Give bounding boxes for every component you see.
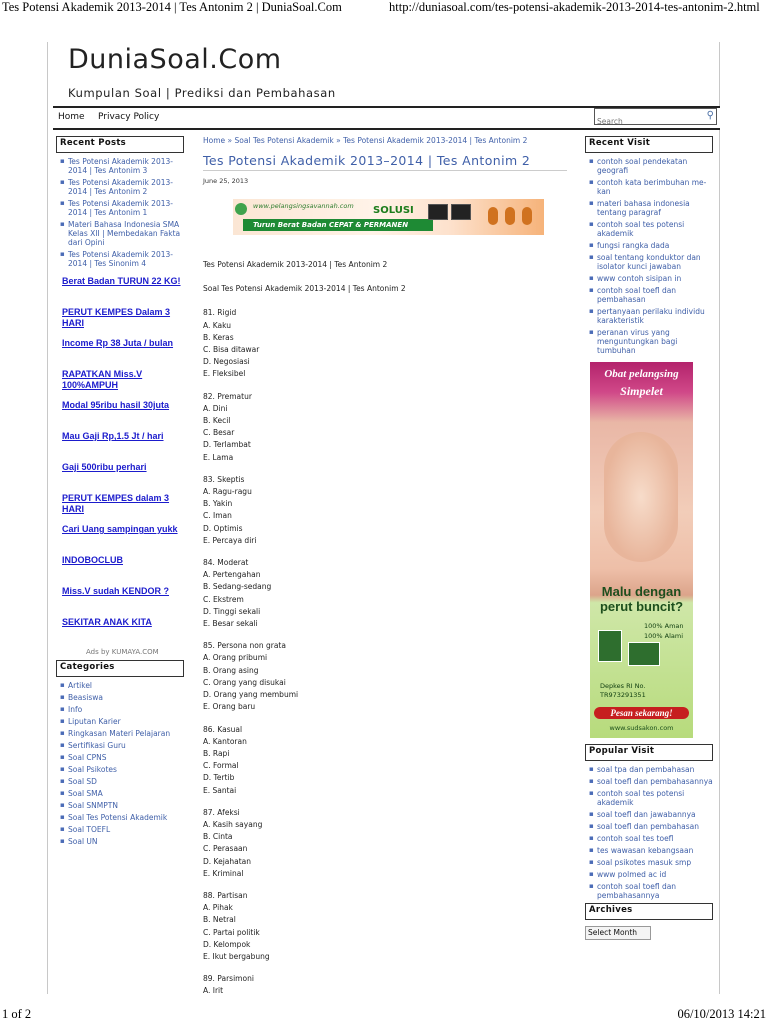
question-block: [203, 557, 567, 630]
list-item: [585, 882, 713, 900]
recent-visit-link[interactable]: www contoh sisipan in: [597, 274, 682, 283]
list-item: [56, 777, 184, 786]
recent-post-link[interactable]: Tes Potensi Akademik 2013-2014 | Tes Sinonim 4: [68, 250, 173, 268]
category-link[interactable]: Soal Tes Potensi Akademik: [68, 813, 168, 822]
list-item: [56, 717, 184, 726]
recent-posts-title: Recent Posts: [56, 136, 184, 153]
product-pack-icon: [628, 642, 660, 666]
search-input[interactable]: [595, 114, 703, 129]
answer-option: B. Cinta: [203, 832, 233, 842]
product-box-icon: [451, 204, 471, 220]
list-item: [585, 858, 713, 867]
list-item: [56, 837, 184, 846]
capsule-icon: [505, 207, 515, 225]
belly-photo: [604, 432, 678, 562]
category-link[interactable]: Beasiswa: [68, 693, 103, 702]
popular-visit-link[interactable]: soal tpa dan pembahasan: [597, 765, 695, 774]
ad-link[interactable]: PERUT KEMPES Dalam 3 HARI: [62, 307, 171, 328]
breadcrumb-current[interactable]: Tes Potensi Akademik 2013-2014 | Tes Antonim 2: [343, 136, 528, 145]
banner-url: www.pelangsingsavannah.com: [253, 202, 354, 210]
answer-option: D. Tertib: [203, 773, 235, 783]
question-text: 87. Afeksi: [203, 807, 240, 817]
question-block: [203, 391, 567, 464]
nav-privacy-policy[interactable]: Privacy Policy: [98, 112, 160, 122]
list-item: [585, 822, 713, 831]
capsule-icon: [522, 207, 532, 225]
list-item: [56, 199, 184, 217]
ads-by-label[interactable]: Ads by KUMAYA.COM: [86, 648, 159, 656]
page-frame-left: [47, 42, 48, 994]
list-item: [585, 328, 713, 355]
list-item: [585, 199, 713, 217]
banner-tagline: Turun Berat Badan CEPAT & PERMANEN: [243, 219, 433, 231]
ad-site: www.sudsakon.com: [609, 724, 674, 732]
search-box: [594, 108, 717, 125]
answer-option: D. Terlambat: [203, 440, 251, 450]
post-title[interactable]: Tes Potensi Akademik 2013–2014 | Tes Antonim 2: [203, 153, 567, 171]
ad-depkes: Depkes RI No. TR973291351: [600, 682, 646, 699]
answer-option: B. Sedang-sedang: [203, 582, 272, 592]
category-link[interactable]: Soal SD: [68, 777, 97, 786]
breadcrumb-home[interactable]: Home: [203, 136, 226, 145]
recent-post-link[interactable]: Tes Potensi Akademik 2013-2014 | Tes Antonim 1: [68, 199, 173, 217]
answer-option: E. Fleksibel: [203, 369, 246, 379]
list-item: [585, 810, 713, 819]
popular-visit-link[interactable]: contoh soal tes toefl: [597, 834, 674, 843]
popular-visit-link[interactable]: contoh soal tes potensi akademik: [597, 789, 685, 807]
print-datetime: 06/10/2013 14:21: [677, 1007, 766, 1021]
print-url: http://duniasoal.com/tes-potensi-akademik-2013-2014-tes-antonim-2.html: [389, 0, 760, 14]
leaf-logo-icon: [235, 203, 247, 215]
print-header: [0, 0, 768, 18]
list-item: [56, 178, 184, 196]
list-item: [56, 825, 184, 834]
answer-option: A. Ragu-ragu: [203, 487, 252, 497]
post-date: June 25, 2013: [203, 177, 249, 185]
answer-option: D. Negosiasi: [203, 357, 250, 367]
popular-visit-list: [585, 765, 713, 900]
list-item: [56, 220, 184, 247]
list-item: [585, 789, 713, 807]
recent-visit-link[interactable]: contoh soal toefl dan pembahasan: [597, 286, 677, 304]
question-text: 88. Partisan: [203, 890, 248, 900]
ad-link[interactable]: RAPATKAN Miss.V 100%AMPUH: [62, 369, 143, 390]
popular-visit-link[interactable]: soal toefl dan pembahasannya: [597, 777, 713, 786]
list-item: [585, 286, 713, 304]
answer-option: B. Kecil: [203, 416, 231, 426]
list-item: [56, 157, 184, 175]
answer-option: B. Yakin: [203, 499, 233, 509]
banner-solusi: SOLUSI: [373, 205, 414, 216]
answer-option: D. Kejahatan: [203, 856, 252, 866]
recent-visit-link[interactable]: contoh soal tes potensi akademik: [597, 220, 685, 238]
question-block: [203, 724, 567, 797]
answer-option: A. Kaku: [203, 320, 232, 330]
product-box-icon: [428, 204, 448, 220]
answer-option: C. Besar: [203, 428, 235, 438]
answer-option: D. Kelompok: [203, 939, 251, 949]
recent-visit-title: Recent Visit: [585, 136, 713, 153]
recent-visit-link[interactable]: peranan virus yang menguntungkan bagi tumbuhan: [597, 328, 678, 355]
recent-post-link[interactable]: Tes Potensi Akademik 2013-2014 | Tes Antonim 2: [68, 178, 173, 196]
list-item: [585, 178, 713, 196]
list-item: [585, 870, 713, 879]
slimming-ad[interactable]: [590, 362, 693, 738]
answer-option: C. Partai politik: [203, 927, 260, 937]
list-item: [56, 741, 184, 750]
category-link[interactable]: Soal UN: [68, 837, 98, 846]
post-body: [203, 259, 567, 998]
magnifier-icon[interactable]: ⚲: [706, 110, 714, 121]
answer-option: B. Orang asing: [203, 665, 259, 675]
nav-home[interactable]: Home: [58, 112, 85, 122]
question-text: 83. Skeptis: [203, 474, 245, 484]
popular-visit-link[interactable]: soal psikotes masuk smp: [597, 858, 692, 867]
breadcrumb-category[interactable]: Soal Tes Potensi Akademik: [234, 136, 334, 145]
category-link[interactable]: Soal Psikotes: [68, 765, 117, 774]
ad-headline: Malu dengan perut buncit?: [599, 584, 684, 614]
answer-option: A. Kantoran: [203, 736, 247, 746]
answer-option: E. Besar sekali: [203, 619, 258, 629]
question-block: [203, 307, 567, 380]
category-link[interactable]: Soal SMA: [68, 789, 103, 798]
ad-link[interactable]: Miss.V sudah KENDOR ?: [62, 586, 170, 596]
breadcrumb-separator: »: [227, 136, 233, 145]
list-item: [585, 157, 713, 175]
recent-visit-list: [585, 157, 713, 355]
list-item: [585, 220, 713, 238]
category-link[interactable]: Info: [68, 705, 83, 714]
ad-link[interactable]: INDOBOCLUB: [62, 555, 123, 565]
recent-visit-link[interactable]: contoh kata berimbuhan me-kan: [597, 178, 707, 196]
categories-title: Categories: [56, 660, 184, 677]
question-block: [203, 890, 567, 963]
page-frame-right: [719, 42, 720, 994]
answer-option: A. Pihak: [203, 903, 233, 913]
category-link[interactable]: Soal SNMPTN: [68, 801, 118, 810]
popular-visit-link[interactable]: tes wawasan kebangsaan: [597, 846, 694, 855]
question-text: 84. Moderat: [203, 558, 249, 568]
archives-select[interactable]: Select Month: [585, 926, 651, 940]
answer-option: C. Formal: [203, 761, 239, 771]
ad-alami: 100% Alami: [644, 632, 684, 640]
list-item: [56, 693, 184, 702]
intro-line: Soal Tes Potensi Akademik 2013-2014 | Tes Antonim 2: [203, 284, 406, 294]
categories-list: [56, 681, 184, 846]
list-item: [585, 274, 713, 283]
question-block: [203, 973, 567, 997]
answer-option: E. Orang baru: [203, 702, 256, 712]
recent-visit-link[interactable]: fungsi rangka dada: [597, 241, 670, 250]
category-link[interactable]: Artikel: [68, 681, 93, 690]
answer-option: E. Ikut bergabung: [203, 951, 270, 961]
list-item: [56, 705, 184, 714]
popular-visit-link[interactable]: www polmed ac id: [597, 870, 667, 879]
answer-option: B. Keras: [203, 332, 234, 342]
answer-option: E. Percaya diri: [203, 535, 257, 545]
answer-option: E. Lama: [203, 452, 234, 462]
ad-link[interactable]: Modal 95ribu hasil 30juta: [62, 400, 170, 410]
category-link[interactable]: Ringkasan Materi Pelajaran: [68, 729, 171, 738]
category-link[interactable]: Soal CPNS: [68, 753, 107, 762]
list-item: [56, 753, 184, 762]
site-title[interactable]: DuniaSoal.Com: [68, 44, 282, 75]
answer-option: A. Orang pribumi: [203, 653, 268, 663]
popular-visit-title: Popular Visit: [585, 744, 713, 761]
popular-visit-link[interactable]: soal toefl dan jawabannya: [597, 810, 696, 819]
capsule-icon: [488, 207, 498, 225]
print-footer: [0, 1006, 768, 1024]
answer-option: C. Bisa ditawar: [203, 345, 260, 355]
answer-option: A. Dini: [203, 403, 228, 413]
question-text: 85. Persona non grata: [203, 641, 286, 651]
question-block: [203, 474, 567, 547]
category-link[interactable]: Soal TOEFL: [68, 825, 111, 834]
list-item: [56, 250, 184, 268]
recent-visit-link[interactable]: soal tentang konduktor dan isolator kunci jawaban: [597, 253, 701, 271]
question-text: 89. Parsimoni: [203, 974, 254, 984]
ad-links: [56, 276, 184, 648]
ad-aman: 100% Aman: [644, 622, 684, 630]
list-item: [585, 307, 713, 325]
category-link[interactable]: Liputan Karier: [68, 717, 121, 726]
ad-link[interactable]: PERUT KEMPES dalam 3 HARI: [62, 493, 170, 514]
right-sidebar-lower: [585, 744, 713, 940]
list-item: [56, 813, 184, 822]
list-item: [56, 681, 184, 690]
popular-visit-link[interactable]: soal toefl dan pembahasan: [597, 822, 699, 831]
category-link[interactable]: Sertifikasi Guru: [68, 741, 126, 750]
question-list: [203, 307, 567, 997]
recent-visit-link[interactable]: pertanyaan perilaku individu karakteristik: [597, 307, 705, 325]
answer-option: D. Orang yang membumi: [203, 690, 299, 700]
list-item: [56, 729, 184, 738]
ad-link[interactable]: Gaji 500ribu perhari: [62, 462, 147, 472]
ad-line2: Simpelet: [620, 384, 663, 398]
main-content: [203, 136, 567, 1008]
site-description: Kumpulan Soal | Prediksi dan Pembahasan: [68, 86, 336, 100]
popular-visit-link[interactable]: contoh soal toefl dan pembahasannya: [597, 882, 677, 900]
answer-option: B. Netral: [203, 915, 236, 925]
answer-option: A. Irit: [203, 986, 224, 996]
breadcrumb-separator: »: [336, 136, 341, 145]
answer-option: C. Orang yang disukai: [203, 677, 286, 687]
print-page-title: Tes Potensi Akademik 2013-2014 | Tes Antonim 2 | DuniaSoal.Com: [2, 0, 342, 14]
recent-post-link[interactable]: Materi Bahasa Indonesia SMA Kelas XII | Membedakan Fakta dari Opini: [68, 220, 181, 247]
ad-cta[interactable]: Pesan sekarang!: [594, 707, 689, 719]
recent-visit-link[interactable]: materi bahasa indonesia tentang paragraf: [597, 199, 690, 217]
list-item: [56, 765, 184, 774]
answer-option: B. Rapi: [203, 748, 230, 758]
list-item: [56, 801, 184, 810]
question-block: [203, 640, 567, 713]
list-item: [56, 789, 184, 798]
answer-option: E. Santai: [203, 785, 237, 795]
list-item: [585, 765, 713, 774]
question-text: 82. Prematur: [203, 391, 252, 401]
question-text: 86. Kasual: [203, 724, 243, 734]
answer-option: D. Tinggi sekali: [203, 606, 261, 616]
recent-posts-list: [56, 157, 184, 268]
answer-option: C. Perasaan: [203, 844, 248, 854]
right-sidebar: [585, 136, 713, 358]
ad-line1: Obat pelangsing: [604, 368, 679, 380]
product-pack-icon: [598, 630, 622, 662]
breadcrumb: [203, 136, 567, 145]
list-item: [585, 777, 713, 786]
print-page-count: 1 of 2: [2, 1007, 32, 1021]
recent-visit-link[interactable]: contoh soal pendekatan geografi: [597, 157, 688, 175]
list-item: [585, 241, 713, 250]
archives-title: Archives: [585, 903, 713, 920]
ad-banner[interactable]: [233, 199, 544, 235]
answer-option: C. Iman: [203, 511, 232, 521]
recent-post-link[interactable]: Tes Potensi Akademik 2013-2014 | Tes Antonim 3: [68, 157, 173, 175]
answer-option: A. Pertengahan: [203, 570, 261, 580]
question-block: [203, 807, 567, 880]
answer-option: C. Ekstrem: [203, 594, 244, 604]
answer-option: D. Optimis: [203, 523, 243, 533]
ad-link[interactable]: Berat Badan TURUN 22 KG!: [62, 276, 181, 286]
ad-link[interactable]: Cari Uang sampingan yukk: [62, 524, 178, 534]
ad-link[interactable]: Income Rp 38 Juta / bulan: [62, 338, 174, 348]
ad-link[interactable]: Mau Gaji Rp,1.5 Jt / hari: [62, 431, 164, 441]
ad-link[interactable]: SEKITAR ANAK KITA: [62, 617, 152, 627]
answer-option: E. Kriminal: [203, 868, 244, 878]
list-item: [585, 253, 713, 271]
list-item: [585, 834, 713, 843]
list-item: [585, 846, 713, 855]
question-text: 81. Rigid: [203, 308, 237, 318]
left-sidebar: [56, 136, 184, 849]
intro-line: Tes Potensi Akademik 2013-2014 | Tes Antonim 2: [203, 260, 388, 269]
answer-option: A. Kasih sayang: [203, 819, 263, 829]
